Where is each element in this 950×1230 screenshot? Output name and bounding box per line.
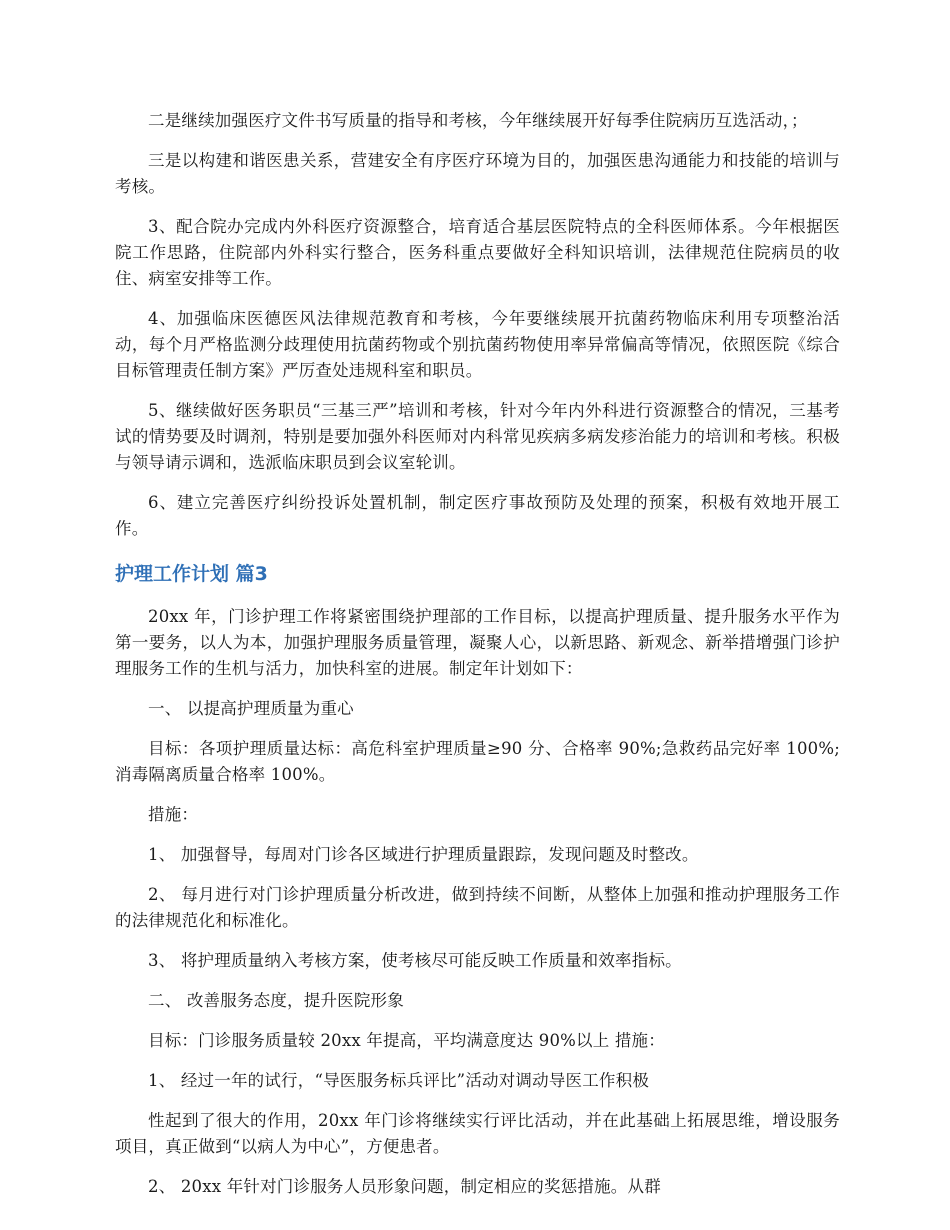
paragraph: 3、 将护理质量纳入考核方案，使考核尽可能反映工作质量和效率指标。 — [148, 951, 682, 970]
paragraph: 20xx 年，门诊护理工作将紧密围绕护理部的工作目标，以提高护理质量、提升服务水平作为第一要务，以人为本，加强护理服务质量管理，凝聚人心，以新思路、新观念、新举措增强门诊护理服务工作的生机与活力，加快科室的进展。制定年计划如下： — [115, 607, 840, 678]
paragraph: 一、 以提高护理质量为重心 — [148, 699, 354, 718]
paragraph: 二、 改善服务态度，提升医院形象 — [148, 991, 404, 1010]
paragraph: 性起到了很大的作用，20xx 年门诊将继续实行评比活动，并在此基础上拓展思维，增设服务项目，真正做到“以病人为中心”，方便患者。 — [115, 1111, 840, 1156]
paragraph: 3、配合院办完成内外科医疗资源整合，培育适合基层医院特点的全科医师体系。今年根据医院工作思路，住院部内外科实行整合，医务科重点要做好全科知识培训，法律规范住院病员的收住、病室安排等工作。 — [115, 217, 840, 288]
paragraph: 5、继续做好医务职员“三基三严”培训和考核，针对今年内外科进行资源整合的情况，三基考试的情势要及时调剂，特别是要加强外科医师对内科常见疾病多病发疹治能力的培训和考核。积极与领导请示调和，选派临床职员到会议室轮训。 — [115, 401, 840, 472]
paragraph: 目标：门诊服务质量较 20xx 年提高，平均满意度达 90%以上 措施： — [148, 1031, 665, 1050]
paragraph: 6、建立完善医疗纠纷投诉处置机制，制定医疗事故预防及处理的预案，积极有效地开展工作。 — [115, 493, 840, 538]
paragraph: 措施： — [148, 805, 199, 824]
section-heading: 护理工作计划 篇3 — [115, 563, 268, 585]
document-body — [115, 108, 840, 1214]
paragraph: 4、加强临床医德医风法律规范教育和考核，今年要继续展开抗菌药物临床利用专项整治活动，每个月严格监测分歧理使用抗菌药物或个别抗菌药物使用率异常偏高等情况，依照医院《综合目标管理责任制方案》严厉查处违规科室和职员。 — [115, 309, 840, 380]
paragraph: 二是继续加强医疗文件书写质量的指导和考核，今年继续展开好每季住院病历互选活动，； — [148, 111, 808, 130]
paragraph: 三是以构建和谐医患关系，营建安全有序医疗环境为目的，加强医患沟通能力和技能的培训与考核。 — [115, 151, 840, 196]
paragraph: 2、 20xx 年针对门诊服务人员形象问题，制定相应的奖惩措施。从群 — [148, 1177, 661, 1196]
paragraph: 1、 加强督导，每周对门诊各区域进行护理质量跟踪，发现问题及时整改。 — [148, 845, 699, 864]
paragraph: 目标：各项护理质量达标：高危科室护理质量≥90 分、合格率 90%;急救药品完好率 100%;消毒隔离质量合格率 100%。 — [115, 739, 840, 784]
paragraph: 1、 经过一年的试行，“导医服务标兵评比”活动对调动导医工作积极 — [148, 1071, 650, 1090]
paragraph: 2、 每月进行对门诊护理质量分析改进，做到持续不间断，从整体上加强和推动护理服务工作的法律规范化和标准化。 — [115, 885, 840, 930]
